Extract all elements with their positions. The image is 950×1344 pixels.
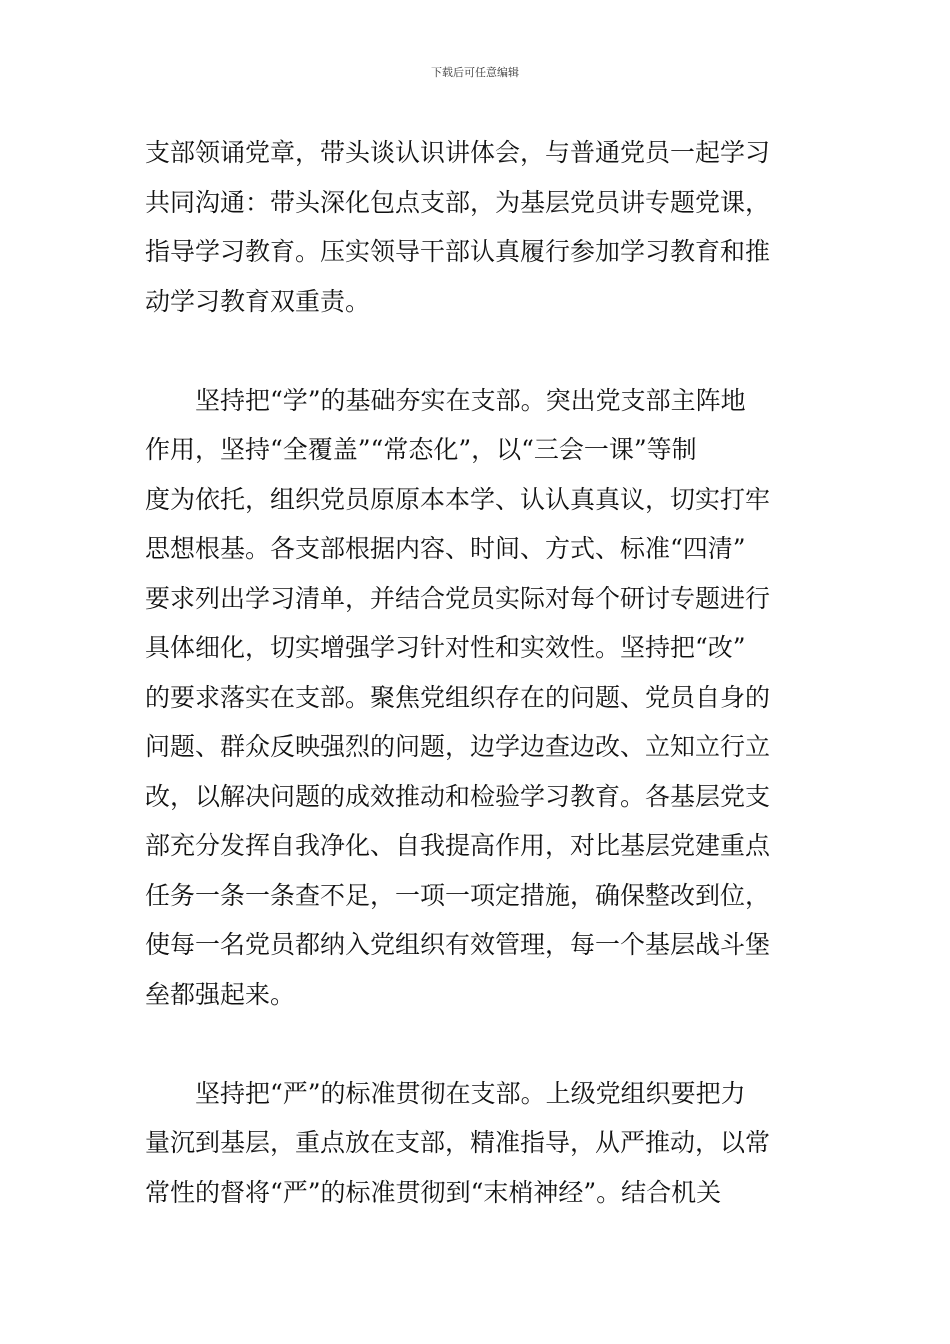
text-line: 动学习教育双重责。 [145, 286, 371, 316]
text-line: 量沉到基层，重点放在支部，精准指导，从严推动，以常 [145, 1128, 771, 1157]
text-line: 垒都强起来。 [145, 979, 296, 1009]
text-line: 坚持把“学”的基础夯实在支部。突出党支部主阵地 [145, 385, 746, 415]
paragraph-gap [145, 326, 809, 376]
text-line: 思想根基。各支部根据内容、时间、方式、标准“四清” [145, 534, 746, 563]
text-line: 作用，坚持“全覆盖”“常态化”，以“三会一课”等制 [145, 435, 697, 464]
text-line: 共同沟通：带头深化包点支部，为基层党员讲专题党课， [145, 187, 771, 217]
text-line: 任务一条一条查不足，一项一项定措施，确保整改到位， [145, 880, 771, 910]
text-line: 改，以解决问题的成效推动和检验学习教育。各基层党支 [145, 781, 771, 811]
paragraph-gap [145, 1019, 809, 1069]
text-line: 的要求落实在支部。聚焦党组织存在的问题、党员自身的 [145, 682, 771, 712]
text-line: 度为依托，组织党员原原本本学、认认真真议，切实打牢 [145, 484, 771, 514]
page-header-note: 下载后可任意编辑 [431, 66, 519, 79]
text-line: 指导学习教育。压实领导干部认真履行参加学习教育和推 [145, 237, 771, 266]
paragraph-1 [145, 128, 809, 326]
text-line: 要求列出学习清单，并结合党员实际对每个研讨专题进行 [145, 583, 771, 613]
paragraph-2 [145, 376, 809, 1020]
text-line: 部充分发挥自我净化、自我提高作用，对比基层党建重点 [145, 831, 771, 860]
text-line: 支部领诵党章，带头谈认识讲体会，与普通党员一起学习 [145, 138, 771, 167]
paragraph-3 [145, 1069, 809, 1218]
text-line: 问题、群众反映强烈的问题，边学边查边改、立知立行立 [145, 732, 771, 761]
text-line: 坚持把“严”的标准贯彻在支部。上级党组织要把力 [145, 1078, 746, 1108]
text-line: 使每一名党员都纳入党组织有效管理，每一个基层战斗堡 [145, 930, 771, 959]
document-body [145, 128, 809, 1217]
text-line: 常性的督将“严”的标准贯彻到“末梢神经”。结合机关 [145, 1177, 722, 1207]
text-line: 具体细化，切实增强学习针对性和实效性。坚持把“改” [145, 633, 746, 662]
